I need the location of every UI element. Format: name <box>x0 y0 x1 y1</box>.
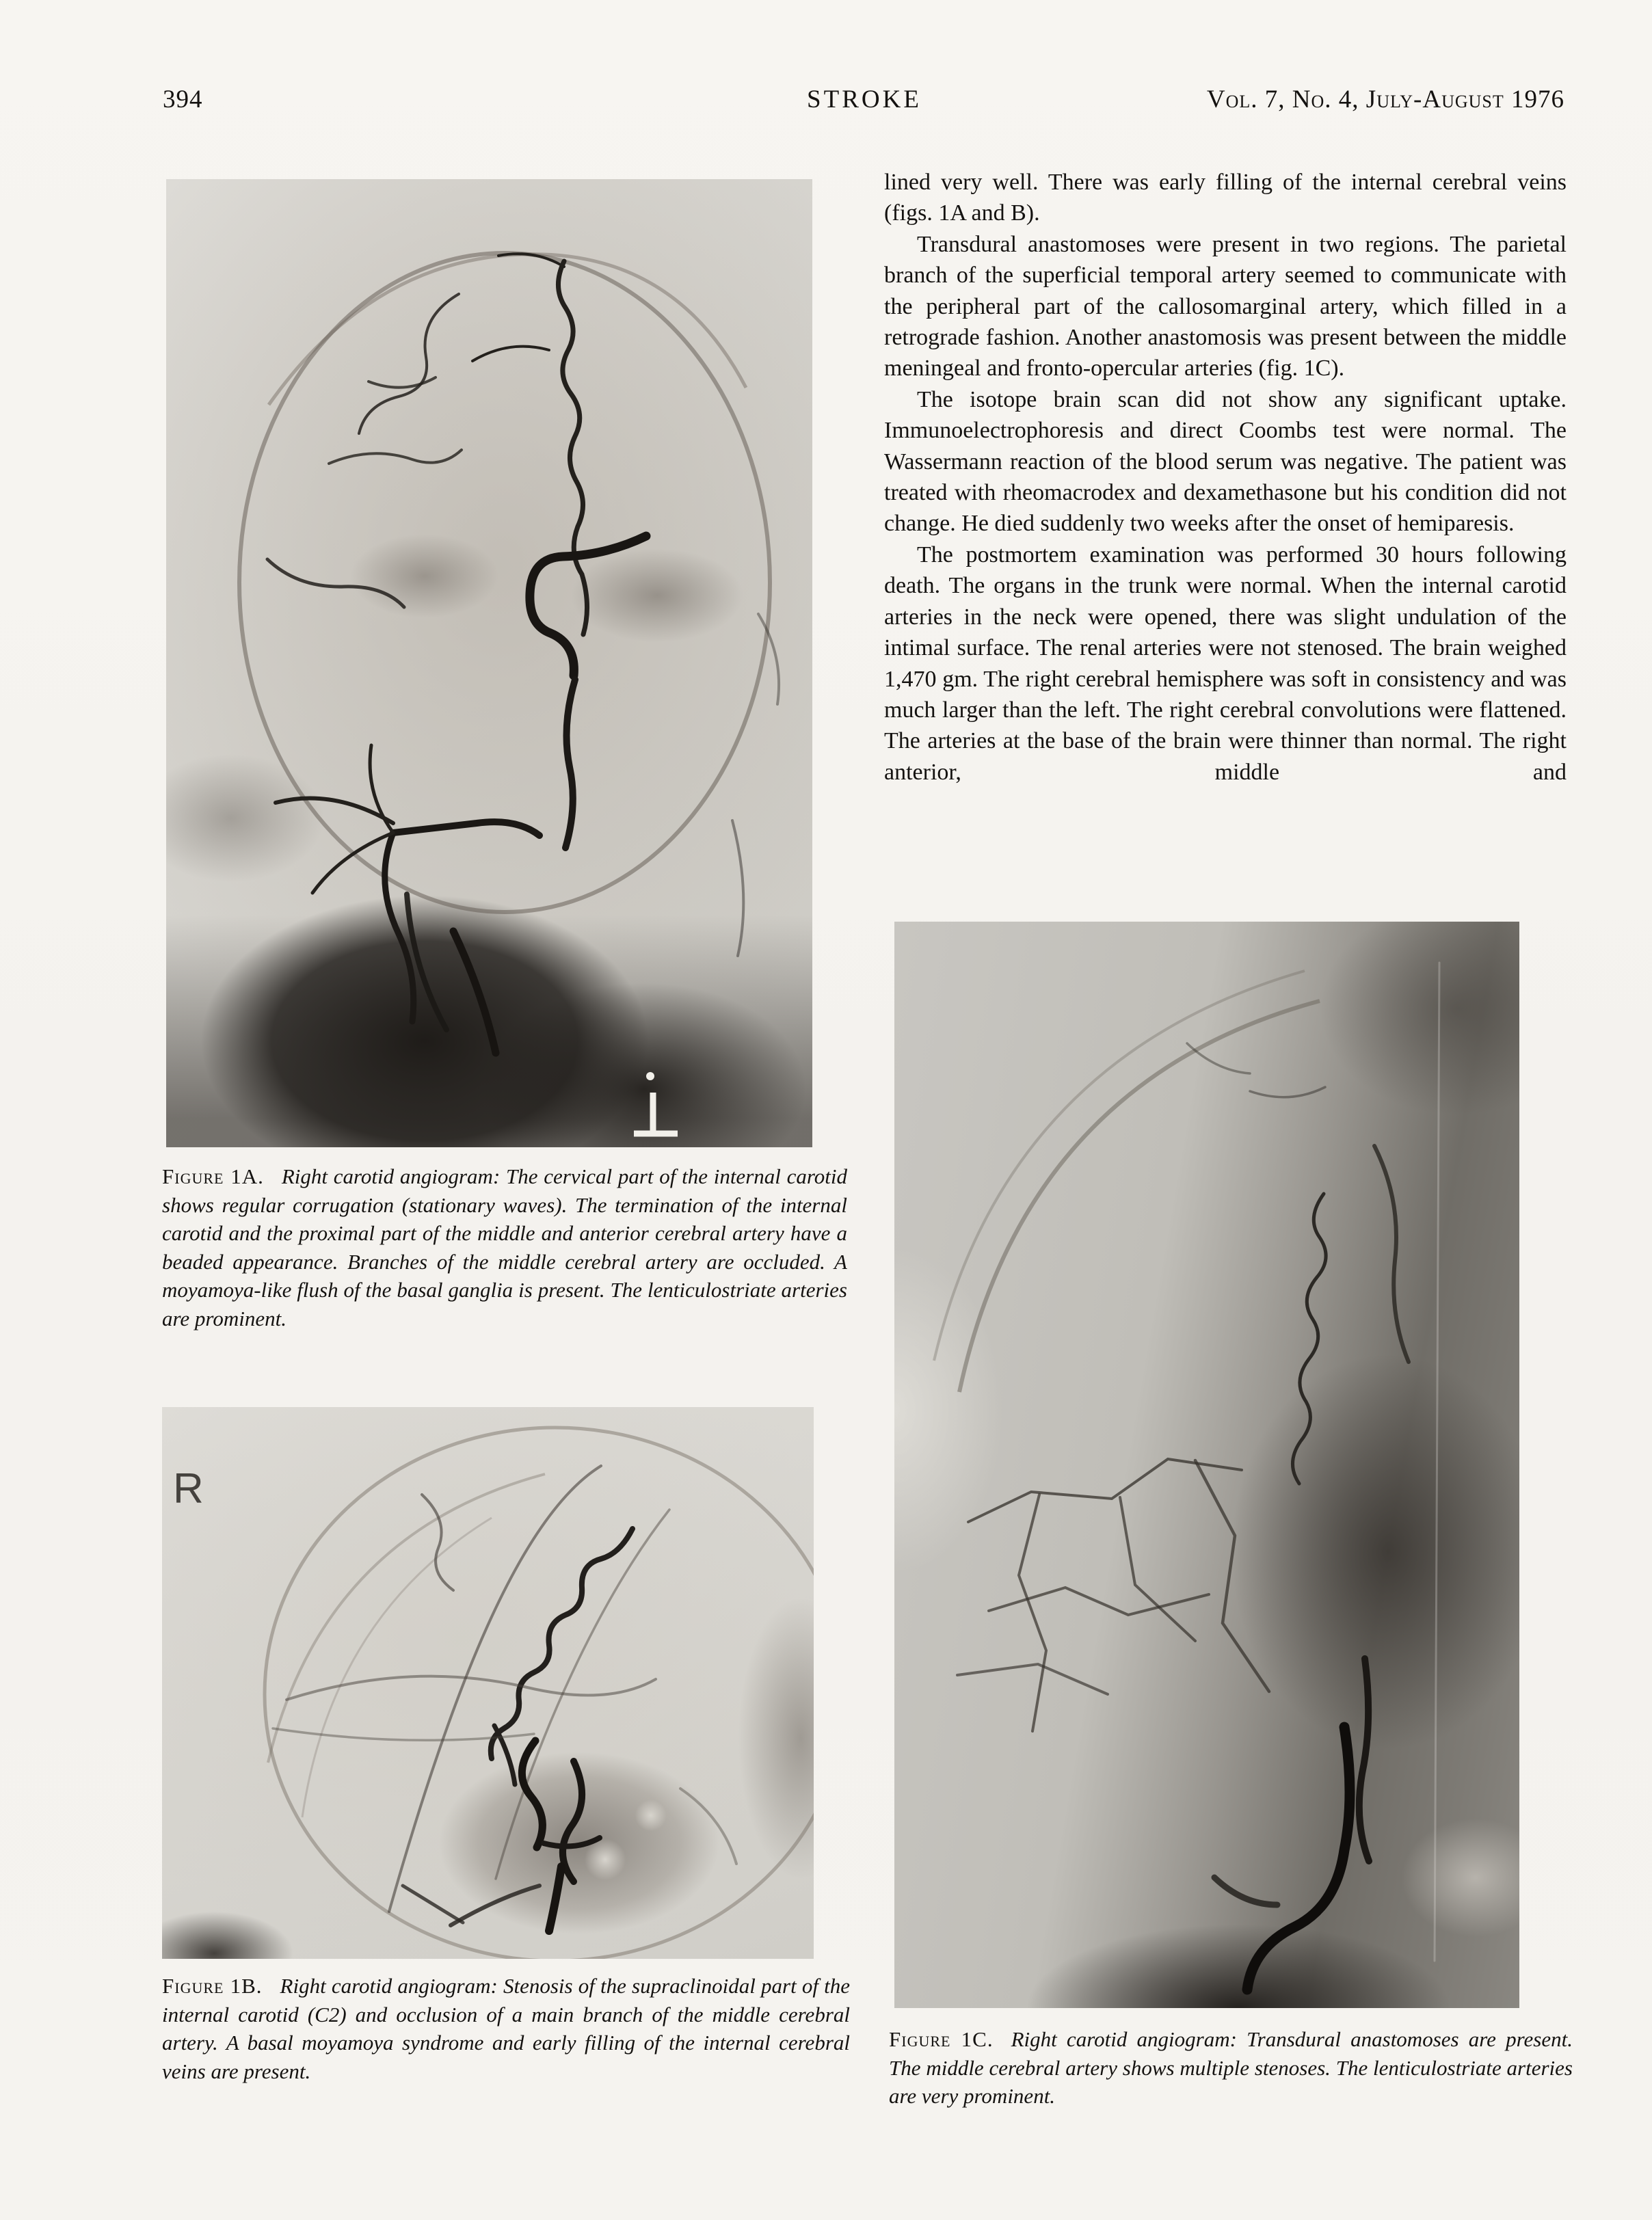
figure-1a-artwork <box>166 179 812 1147</box>
figure-1c-artwork <box>894 922 1519 2008</box>
figure-1a-label: Figure 1A. <box>162 1164 264 1188</box>
figure-1c-caption-text: Right carotid angiogram: Transdural anastomoses are present. The middle cerebral artery shows multiple stenoses. The lenticulostriate arteries are very prominent. <box>889 2027 1573 2108</box>
film-corner-marker-icon <box>634 1072 678 1134</box>
figure-1b-caption <box>162 1972 850 2085</box>
skull-outline-1b <box>265 1428 814 1959</box>
vessels-1c <box>957 963 1439 1990</box>
orientation-marker-r: R <box>173 1465 204 1512</box>
journal-title: STROKE <box>807 85 922 113</box>
figure-1c-label: Figure 1C. <box>889 2027 994 2051</box>
vessels-1a <box>267 254 779 1053</box>
body-text-column <box>884 167 1567 788</box>
page-number: 394 <box>163 85 203 113</box>
skull-outline-1c <box>934 971 1320 1392</box>
body-paragraph: The postmortem examination was performed 30 hours following death. The organs in the trunk were normal. When the internal carotid arteries in the neck were opened, there was slight undulation of the intimal surface. The renal arteries were not stenosed. The brain weighed 1,470 gm. The right cerebral hemisphere was soft in consistency and was much larger than the left. The right cerebral convolutions were flattened. The arteries at the base of the brain were thinner than normal. The right anterior, middle and <box>884 541 1567 785</box>
body-paragraph: lined very well. There was early filling of the internal cerebral veins (figs. 1A and B). <box>884 170 1567 226</box>
vessels-1b <box>273 1466 736 1931</box>
body-paragraph: Transdural anastomoses were present in two regions. The parietal branch of the superficial temporal artery seemed to communicate with the peripheral part of the callosomarginal artery, which filled in a retrograde fashion. Another anastomosis was present between the middle meningeal and fronto-opercular arteries (fig. 1C). <box>884 231 1567 382</box>
figure-1c-caption <box>889 2025 1573 2111</box>
figure-1a-caption-text: Right carotid angiogram: The cervical part of the internal carotid shows regular corrugation (stationary waves). The termination of the internal carotid and the proximal part of the middle and anterior cerebral artery have a beaded appearance. Branches of the middle cerebral artery are occluded. A moyamoya-like flush of the basal ganglia is present. The lenticulostriate arteries are prominent. <box>162 1164 848 1330</box>
skull-outline-1a <box>239 253 770 912</box>
figure-1b-angiogram <box>162 1407 814 1959</box>
body-paragraph: The isotope brain scan did not show any significant uptake. Immunoelectrophoresis and direct Coombs test were normal. The Wassermann reaction of the blood serum was negative. The patient was treated with rheomacrodex and dexamethasone but his condition did not change. He died suddenly two weeks after the onset of hemiparesis. <box>884 386 1567 537</box>
volume-info: Vol. 7, No. 4, July-August 1976 <box>1206 85 1564 113</box>
figure-1a-angiogram <box>166 179 812 1147</box>
figure-1a-caption <box>162 1162 847 1333</box>
figure-1b-label: Figure 1B. <box>162 1974 263 1998</box>
figure-1c-angiogram <box>894 922 1519 2008</box>
figure-1b-caption-text: Right carotid angiogram: Stenosis of the supraclinoidal part of the internal carotid (C2) and occlusion of a main branch of the middle cerebral artery. A basal moyamoya syndrome and early filling of the internal cerebral veins are present. <box>162 1974 850 2083</box>
figure-1b-artwork <box>162 1407 814 1959</box>
